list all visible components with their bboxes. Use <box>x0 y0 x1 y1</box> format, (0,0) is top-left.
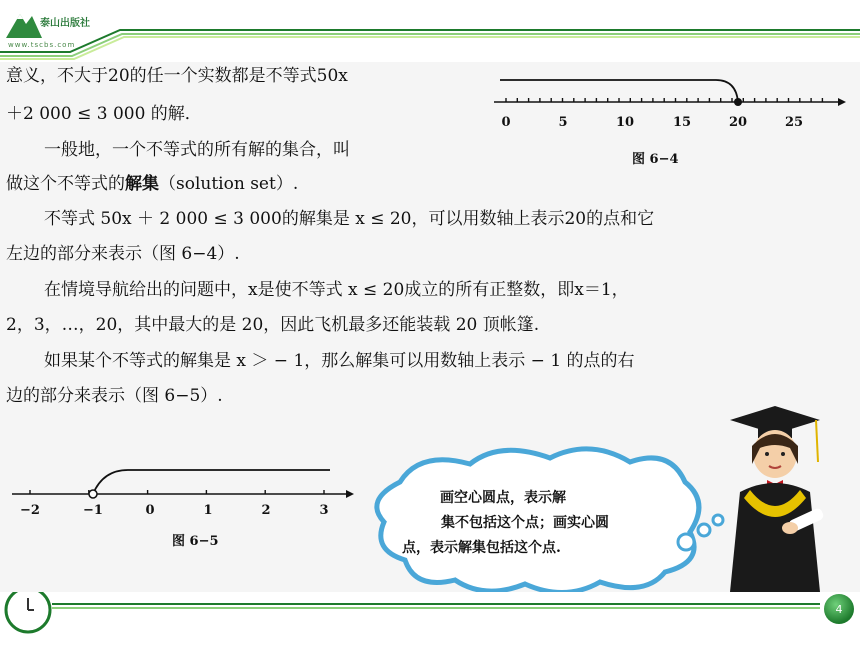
cloud-text <box>390 486 660 561</box>
graduate-girl-illustration <box>720 402 830 592</box>
tick-label: 20 <box>728 115 748 130</box>
logo-text: 泰山出版社 <box>40 18 90 29</box>
tick-label: 5 <box>558 115 568 130</box>
text-line-5: 不等式 50x ＋ 2 000 ≤ 3 000的解集是 x ≤ 20，可以用数轴上表示20的点和它 <box>44 209 655 229</box>
text-line-2: ＋2 000 ≤ 3 000 的解． <box>6 104 202 124</box>
text-line-4 <box>6 174 298 194</box>
tick-label: 15 <box>672 115 692 130</box>
tick-label: 2 <box>261 503 271 518</box>
tick-label: 10 <box>615 115 635 130</box>
cloud-line-2: 集不包括这个点；画实心圆 <box>441 515 609 531</box>
page-number-badge: 4 <box>824 594 854 624</box>
text-line-4-end: （solution set）. <box>159 174 299 194</box>
number-line-fig-6-4 <box>488 70 848 140</box>
text-line-8: 2，3，…，20，其中最大的是 20，因此飞机最多还能装载 20 顶帐篷. <box>6 315 540 335</box>
figure-caption-6-4: 图 6−4 <box>632 152 679 167</box>
term-solution-set: 解集 <box>125 174 159 194</box>
cloud-line-3: 点，表示解集包括这个点. <box>402 540 561 556</box>
cloud-line-1: 画空心圆点，表示解 <box>440 490 566 506</box>
header-bar <box>0 0 860 62</box>
tick-label: 0 <box>145 503 155 518</box>
tick-label: 25 <box>784 115 804 130</box>
tick-label: 1 <box>203 503 213 518</box>
hollow-point <box>89 490 97 498</box>
header-decoration <box>0 0 860 62</box>
solution-ray <box>93 470 330 494</box>
tick-label: −1 <box>83 503 103 518</box>
text-line-3: 一般地，一个不等式的所有解的集合，叫 <box>44 140 350 160</box>
axis-arrow <box>838 98 846 106</box>
text-line-4-start: 做这个不等式的 <box>6 174 125 194</box>
tick-label: −2 <box>20 503 40 518</box>
text-line-7: 在情境导航给出的问题中，x是使不等式 x ≤ 20成立的所有正整数，即x＝1， <box>44 280 629 300</box>
mountain-icon <box>4 6 44 40</box>
text-line-9: 如果某个不等式的解集是 x ＞ − 1，那么解集可以用数轴上表示 − 1 的点的右 <box>44 351 635 371</box>
axis-arrow <box>346 490 354 498</box>
footer-decoration <box>0 592 860 645</box>
figure-caption-6-5: 图 6−5 <box>172 534 219 549</box>
text-line-6: 左边的部分来表示（图 6−4）. <box>6 244 240 264</box>
tick-label: 3 <box>319 503 329 518</box>
thought-bubble <box>698 524 710 536</box>
text-line-1: 意义，不大于20的任一个实数都是不等式50x <box>6 66 348 86</box>
number-line-fig-6-5 <box>8 462 360 522</box>
thought-bubble <box>678 534 694 550</box>
textbook-page <box>0 62 860 592</box>
logo-url: www.tscbs.com <box>8 41 76 49</box>
footer-bar <box>0 592 860 645</box>
solid-point <box>734 98 742 106</box>
tick-label: 0 <box>501 115 511 130</box>
text-line-10: 边的部分来表示（图 6−5）. <box>6 386 223 406</box>
